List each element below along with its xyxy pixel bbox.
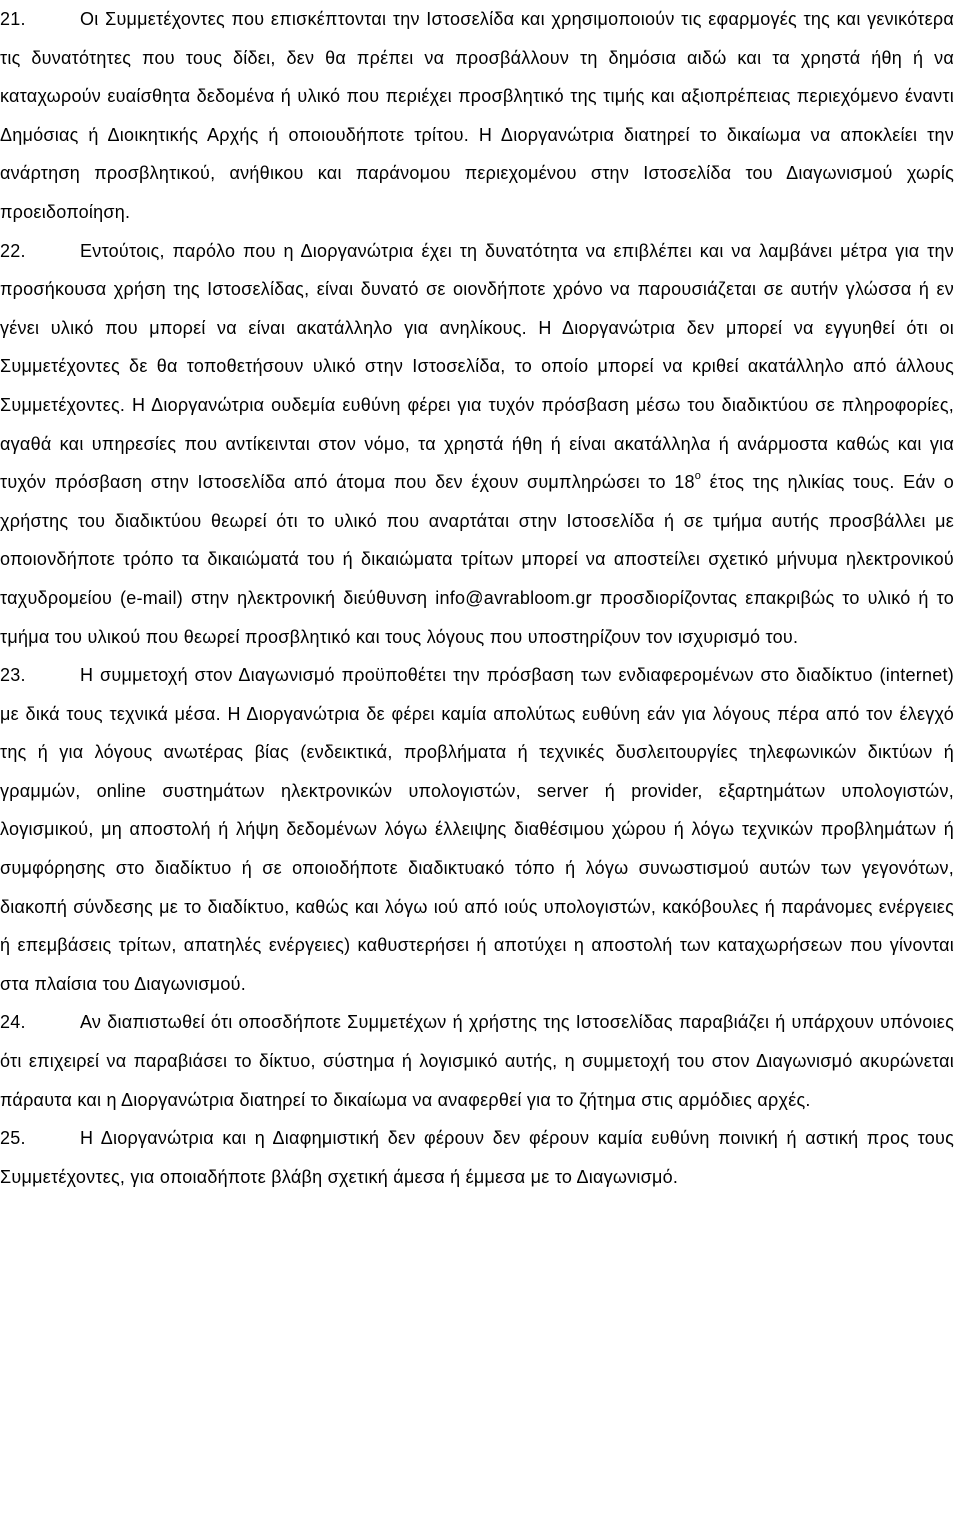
superscript-ordinal: ο xyxy=(694,470,702,483)
paragraph-23 xyxy=(0,656,954,1003)
paragraph-text: Οι Συμμετέχοντες που επισκέπτονται την Ιστοσελίδα και χρησιμοποιούν τις εφαρμογές της και γενικότερα τις δυνατότητες που τους δίδει, δεν θα πρέπει να προσβάλλουν τη δημόσια αιδώ και τα χρηστά ήθη ή να καταχωρούν ευαίσθητα δεδομένα ή υλικό που περιέχει προσβλητικό της τιμής και αξιοπρέπειας περιεχόμενο έναντι Δημόσιας ή Διοικητικής Αρχής ή οποιουδήποτε τρίτου. Η Διοργανώτρια διατηρεί το δικαίωμα να αποκλείει την ανάρτηση προσβλητικού, ανήθικου και παράνομου περιεχομένου στην Ιστοσελίδα του Διαγωνισμού χωρίς προειδοποίηση. xyxy=(0,9,954,222)
paragraph-number: 24. xyxy=(0,1012,26,1033)
paragraph-text: Εντούτοις, παρόλο που η Διοργανώτρια έχει τη δυνατότητα να επιβλέπει και να λαμβάνει μέτρα για την προσήκουσα χρήση της Ιστοσελίδας, είναι δυνατό σε οιονδήποτε χρόνο να παρουσιάζεται σε αυτήν γλώσσα ή εν γένει υλικό που μπορεί να είναι ακατάλληλο για ανηλίκους. Η Διοργανώτρια δεν μπορεί να εγγυηθεί ότι οι Συμμετέχοντες δε θα τοποθετήσουν υλικό στην Ιστοσελίδα, το οποίο μπορεί να κριθεί ακατάλληλο από άλλους Συμμετέχοντες. Η Διοργανώτρια ουδεμία ευθύνη φέρει για τυχόν πρόσβαση μέσω του διαδικτύου σε πληροφορίες, αγαθά και υπηρεσίες που αντίκεινται στον νόμο, τα χρηστά ήθη ή είναι ακατάλληλα ή ανάρμοστα καθώς και για τυχόν πρόσβαση στην Ιστοσελίδα από άτομα που δεν έχουν συμπληρώσει το 18 xyxy=(0,240,954,493)
paragraph-text: Η Διοργανώτρια και η Διαφημιστική δεν φέρουν δεν φέρουν καμία ευθύνη ποινική ή αστική προς τους Συμμετέχοντες, για οποιαδήποτε βλάβη σχετική άμεσα ή έμμεσα με το Διαγωνισμό. xyxy=(0,1128,954,1187)
paragraph-text-continued: έτος της ηλικίας τους. Εάν ο χρήστης του διαδικτύου θεωρεί ότι το υλικό που αναρτάται στην Ιστοσελίδα ή σε τμήμα αυτής προσβάλλει με οποιονδήποτε τρόπο τα δικαιώματά του ή δικαιώματα τρίτων μπορεί να αποστείλει σχετικό μήνυμα ηλεκτρονικού ταχυδρομείου (e-mail) στην ηλεκτρονική διεύθυνση info@avrabloom.gr προσδιορίζοντας επακριβώς το υλικό ή το τμήμα του υλικού που θεωρεί προσβλητικό και τους λόγους που υποστηρίζουν τον ισχυρισμό του. xyxy=(0,472,954,647)
paragraph-number: 22. xyxy=(0,240,26,261)
paragraph-text: Αν διαπιστωθεί ότι οποσδήποτε Συμμετέχων ή χρήστης της Ιστοσελίδας παραβιάζει ή υπάρχουν υπόνοιες ότι επιχειρεί να παραβιάσει το δίκτυο, σύστημα ή λογισμικό αυτής, η συμμετοχή του στον Διαγωνισμό ακυρώνεται πάραυτα και η Διοργανώτρια διατηρεί το δικαίωμα να αναφερθεί για το ζήτημα στις αρμόδιες αρχές. xyxy=(0,1012,954,1110)
paragraph-text: Η συμμετοχή στον Διαγωνισμό προϋποθέτει την πρόσβαση των ενδιαφερομένων στο διαδίκτυο (internet) με δικά τους τεχνικά μέσα. Η Διοργανώτρια δε φέρει καμία απολύτως ευθύνη εάν για λόγους πέρα από τον έλεγχό της ή για λόγους ανωτέρας βίας (ενδεικτικά, προβλήματα ή τεχνικές δυσλειτουργίες τηλεφωνικών δικτύων ή γραμμών, online συστημάτων ηλεκτρονικών υπολογιστών, server ή provider, εξαρτημάτων υπολογιστών, λογισμικού, μη αποστολή ή λήψη δεδομένων λόγω έλλειψης διαθέσιμου χώρου ή λόγω τεχνικών προβλημάτων ή συμφόρησης στο διαδίκτυο ή σε οποιοδήποτε διαδικτυακό τόπο ή λόγω συνωστισμού αυτών των γεγονότων, διακοπή σύνδεσης με το διαδίκτυο, καθώς και λόγω ιού από ιούς υπολογιστών, κακόβουλες ή παράνομες ενέργειες ή επεμβάσεις τρίτων, απατηλές ενέργειες) καθυστερήσει ή αποτύχει η αποστολή των καταχωρήσεων που γίνονται στα πλαίσια του Διαγωνισμού. xyxy=(0,665,954,994)
paragraph-number: 21. xyxy=(0,9,26,29)
paragraph-21 xyxy=(0,0,954,232)
paragraph-22 xyxy=(0,232,954,657)
paragraph-number: 23. xyxy=(0,665,26,686)
paragraph-number: 25. xyxy=(0,1128,26,1149)
paragraph-24 xyxy=(0,1003,954,1119)
paragraph-25 xyxy=(0,1119,954,1196)
